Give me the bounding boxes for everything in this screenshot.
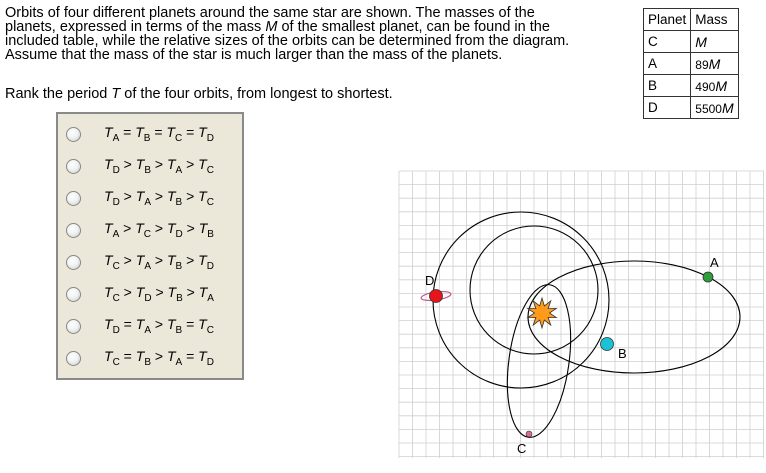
radio-button[interactable] (66, 223, 81, 238)
option-8[interactable] (66, 346, 214, 370)
table-row (644, 53, 739, 75)
table-row (644, 97, 739, 119)
option-label: $T_A > T_C > T_D > T_B$ (104, 220, 214, 240)
question-line-4: Assume that the mass of the star is much larger than the mass of the planets. (5, 47, 503, 63)
planet-d-ringed-icon (421, 290, 452, 303)
question-line-2: planets, expressed in terms of the mass M of the smallest planet, can be found in the (5, 19, 550, 35)
question-line-1: Orbits of four different planets around the same star are shown. The masses of the (5, 5, 535, 21)
radio-button[interactable] (66, 127, 81, 142)
label-d: D (425, 273, 435, 288)
option-label: $T_D > T_A > T_B > T_C$ (104, 188, 214, 208)
header-mass: Mass (691, 9, 738, 31)
question-line-3: included table, while the relative sizes of the orbits can be determined from the diagram. (5, 33, 570, 49)
planet-cell: D (644, 97, 691, 119)
mass-table-header (644, 9, 739, 31)
option-label: $T_D > T_B > T_A > T_C$ (104, 156, 214, 176)
planet-a-icon (703, 272, 713, 282)
grid (399, 171, 764, 458)
label-c: C (517, 441, 527, 456)
mass-cell: 490M (691, 75, 738, 97)
planet-cell: B (644, 75, 691, 97)
option-3[interactable] (66, 186, 214, 210)
option-label: $T_A = T_B = T_C = T_D$ (104, 124, 214, 144)
option-4[interactable] (66, 218, 214, 242)
label-b: B (618, 346, 627, 361)
mass-table (643, 8, 739, 119)
mass-cell: M (691, 31, 738, 53)
option-label: $T_D = T_A > T_B = T_C$ (104, 316, 214, 336)
radio-button[interactable] (66, 255, 81, 270)
label-a: A (710, 255, 719, 270)
mass-cell: 5500M (691, 97, 738, 119)
option-2[interactable] (66, 154, 214, 178)
header-planet: Planet (644, 9, 691, 31)
option-7[interactable] (66, 314, 214, 338)
orbit-diagram (398, 170, 764, 462)
question-text (5, 6, 630, 62)
radio-button[interactable] (66, 351, 81, 366)
planet-cell: A (644, 53, 691, 75)
table-row (644, 31, 739, 53)
orbits (433, 212, 740, 441)
mass-cell: 89M (691, 53, 738, 75)
radio-button[interactable] (66, 287, 81, 302)
question-prompt: Rank the period T of the four orbits, from longest to shortest. (5, 86, 393, 102)
option-1[interactable] (66, 122, 214, 146)
planet-cell: C (644, 31, 691, 53)
planet-c-icon (526, 431, 532, 437)
option-6[interactable] (66, 282, 214, 306)
table-row (644, 75, 739, 97)
option-label: $T_C > T_D > T_B > T_A$ (104, 284, 214, 304)
radio-button[interactable] (66, 159, 81, 174)
option-5[interactable] (66, 250, 214, 274)
option-label: $T_C = T_B > T_A = T_D$ (104, 348, 214, 368)
option-label: $T_C > T_A > T_B > T_D$ (104, 252, 214, 272)
answer-options (56, 112, 244, 380)
radio-button[interactable] (66, 191, 81, 206)
planet-b-icon (601, 338, 614, 351)
radio-button[interactable] (66, 319, 81, 334)
